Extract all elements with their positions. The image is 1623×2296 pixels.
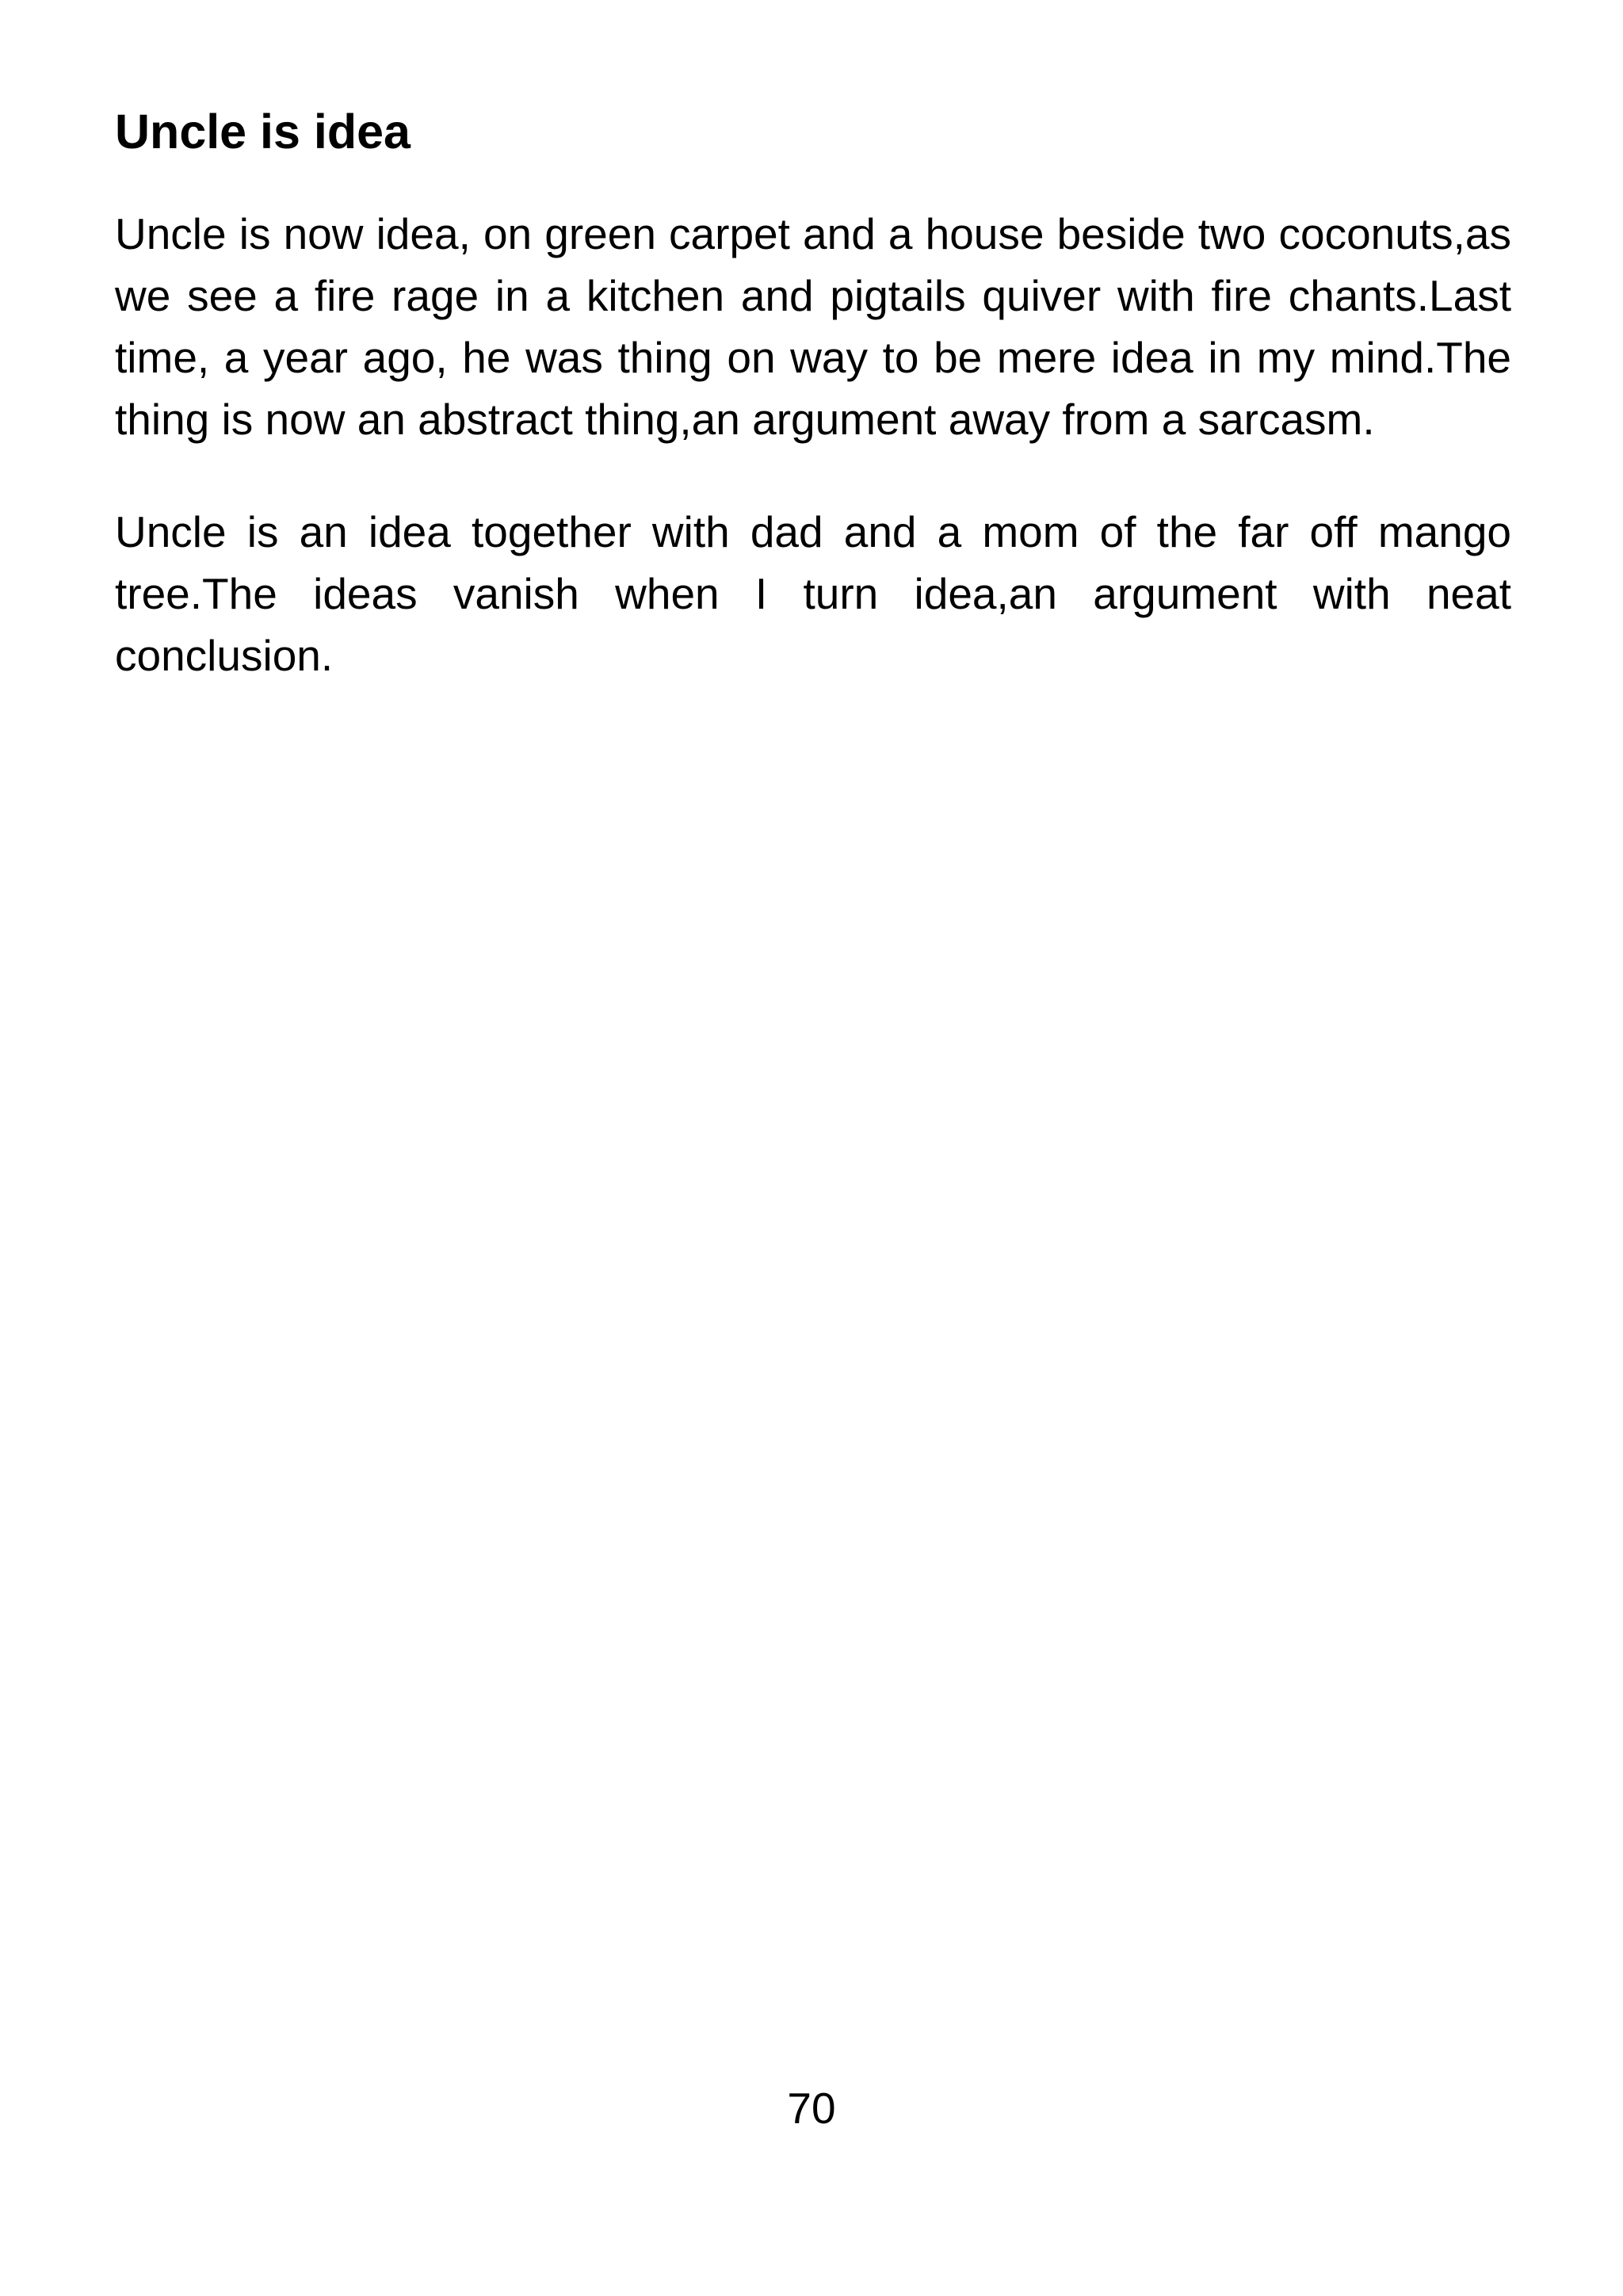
paragraph-1: Uncle is now idea, on green carpet and a house beside two coconuts,as we see a fire rage in a kitchen and pigtails quiver with fire chants.Last time, a year ago, he was thing on way to be mere idea in my mind.The thing is now an abstract thing,an argument away from a sarcasm. <box>115 209 1511 444</box>
poem-title: Uncle is idea <box>115 105 411 159</box>
paragraph-2: Uncle is an idea together with dad and a mom of the far off mango tree.The ideas vanish when I turn idea,an argument with neat conclusion. <box>115 507 1511 680</box>
page-number: 70 <box>787 2084 836 2133</box>
page-content <box>115 100 1511 737</box>
